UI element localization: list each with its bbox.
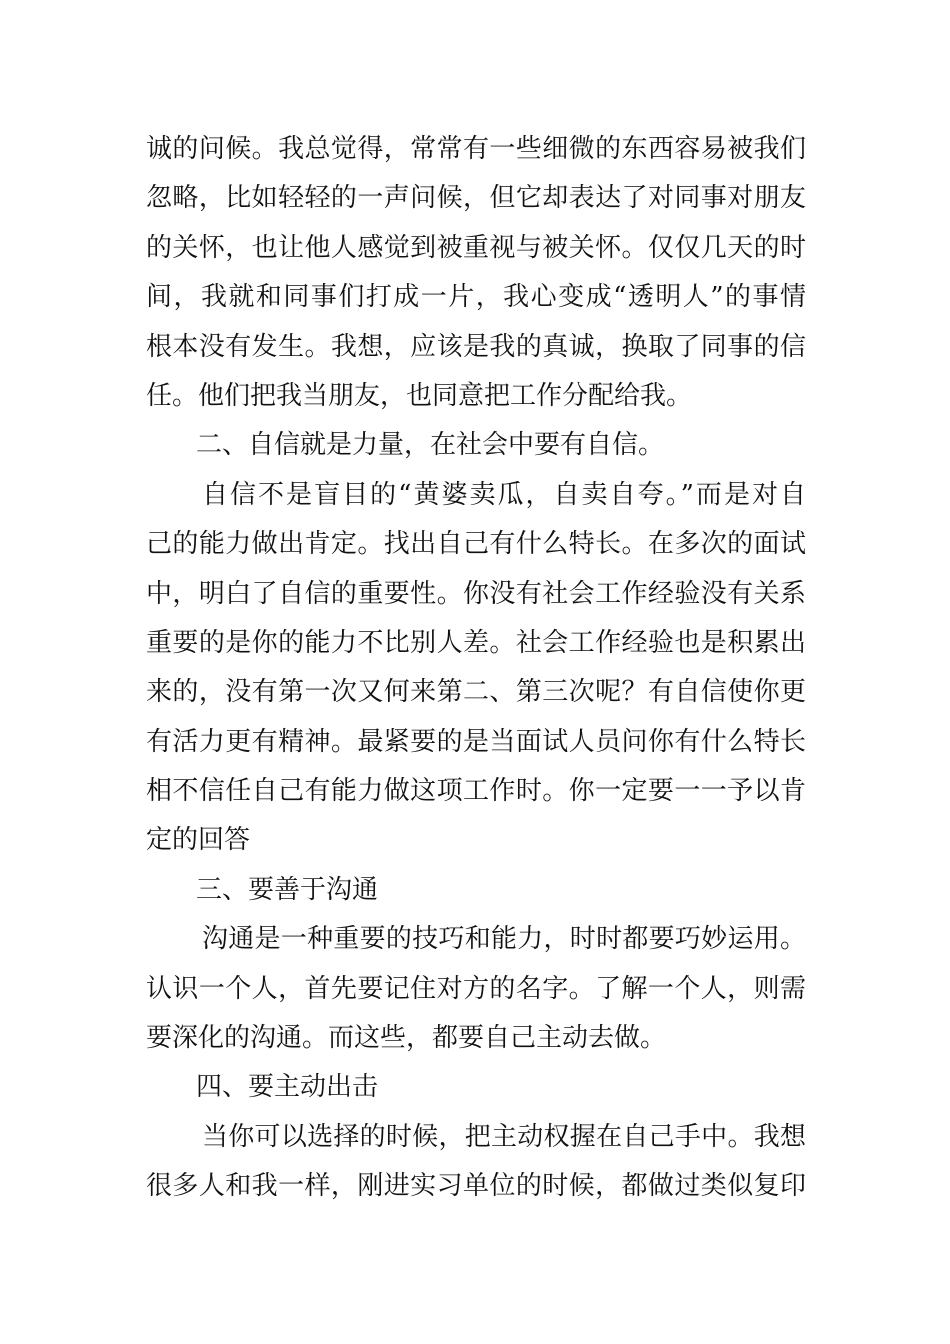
document-body bbox=[146, 125, 806, 1212]
text-line: 认识一个人，首先要记住对方的名字。了解一个人，则需 bbox=[146, 973, 806, 1004]
text-line: 己的能力做出肯定。找出自己有什么特长。在多次的面试 bbox=[146, 529, 806, 560]
text-line: 要深化的沟通。而这些，都要自己主动去做。 bbox=[146, 1023, 667, 1054]
text-line: 忽略，比如轻轻的一声问候，但它却表达了对同事对朋友 bbox=[146, 183, 806, 214]
text-line: 很多人和我一样，刚进实习单位的时候，都做过类似复印 bbox=[146, 1171, 806, 1202]
text-line: 诚的问候。我总觉得，常常有一些细微的东西容易被我们 bbox=[146, 134, 806, 164]
text-line: 定的回答 bbox=[146, 825, 251, 856]
text-line: 任。他们把我当朋友，也同意把工作分配给我。 bbox=[146, 380, 693, 411]
text-line: 的关怀，也让他人感觉到被重视与被关怀。仅仅几天的时 bbox=[146, 232, 806, 263]
text-line: 间，我就和同事们打成一片，我心变成“透明人”的事情 bbox=[146, 282, 806, 313]
text-line: 中，明白了自信的重要性。你没有社会工作经验没有关系 bbox=[146, 578, 806, 609]
text-line: 沟通是一种重要的技巧和能力，时时都要巧妙运用。 bbox=[202, 924, 806, 955]
section-heading: 二、自信就是力量，在社会中要有自信。 bbox=[196, 430, 665, 461]
text-line: 相不信任自己有能力做这项工作时。你一定要一一予以肯 bbox=[146, 776, 806, 807]
text-line: 根本没有发生。我想，应该是我的真诚，换取了同事的信 bbox=[146, 331, 806, 362]
text-line: 当你可以选择的时候，把主动权握在自己手中。我想 bbox=[202, 1121, 806, 1152]
section-heading: 四、要主动出击 bbox=[196, 1072, 379, 1103]
text-line: 自信不是盲目的“黄婆卖瓜，自卖自夸。”而是对自 bbox=[202, 479, 806, 510]
section-heading: 三、要善于沟通 bbox=[196, 874, 379, 905]
text-line: 重要的是你的能力不比别人差。社会工作经验也是积累出 bbox=[146, 627, 806, 658]
text-line: 来的，没有第一次又何来第二、第三次呢？有自信使你更 bbox=[146, 677, 806, 708]
text-line: 有活力更有精神。最紧要的是当面试人员问你有什么特长 bbox=[146, 726, 806, 757]
